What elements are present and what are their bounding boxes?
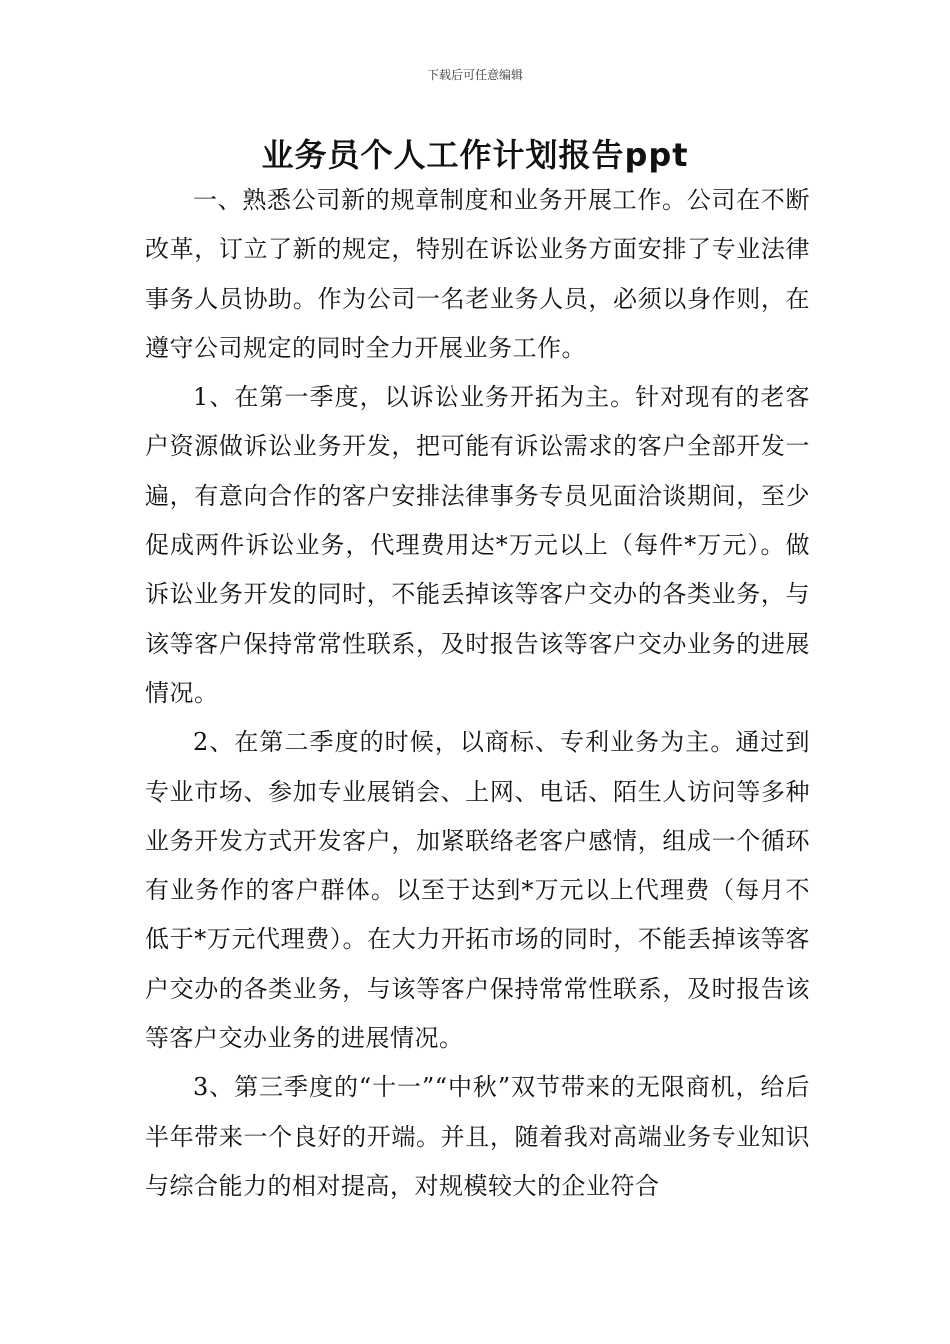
paragraph-q1: 1、在第一季度，以诉讼业务开拓为主。针对现有的老客户资源做诉讼业务开发，把可能有诉讼需求的客户全部开发一遍，有意向合作的客户安排法律事务专员见面洽谈期间，至少促成两件诉讼业务，代理费用达*万元以上（每件*万元）。做诉讼业务开发的同时，不能丢掉该等客户交办的各类业务，与该等客户保持常常性联系，及时报告该等客户交办业务的进展情况。 bbox=[145, 383, 810, 707]
document-body bbox=[145, 176, 810, 1211]
paragraph-q2: 2、在第二季度的时候，以商标、专利业务为主。通过到专业市场、参加专业展销会、上网、电话、陌生人访问等多种业务开发方式开发客户，加紧联络老客户感情，组成一个循环有业务作的客户群体。以至于达到*万元以上代理费（每月不低于*万元代理费）。在大力开拓市场的同时，不能丢掉该等客户交办的各类业务，与该等客户保持常常性联系，及时报告该等客户交办业务的进展情况。 bbox=[145, 728, 810, 1053]
paragraph-q3: 3、第三季度的“十一”“中秋”双节带来的无限商机，给后半年带来一个良好的开端。并且，随着我对高端业务专业知识与综合能力的相对提高，对规模较大的企业符合 bbox=[145, 1073, 810, 1200]
document-title: 业务员个人工作计划报告ppt bbox=[261, 136, 689, 174]
header-note: 下载后可任意编辑 bbox=[426, 68, 523, 82]
paragraph-intro: 一、熟悉公司新的规章制度和业务开展工作。公司在不断改革，订立了新的规定，特别在诉讼业务方面安排了专业法律事务人员协助。作为公司一名老业务人员，必须以身作则，在遵守公司规定的同时全力开展业务工作。 bbox=[145, 186, 810, 362]
